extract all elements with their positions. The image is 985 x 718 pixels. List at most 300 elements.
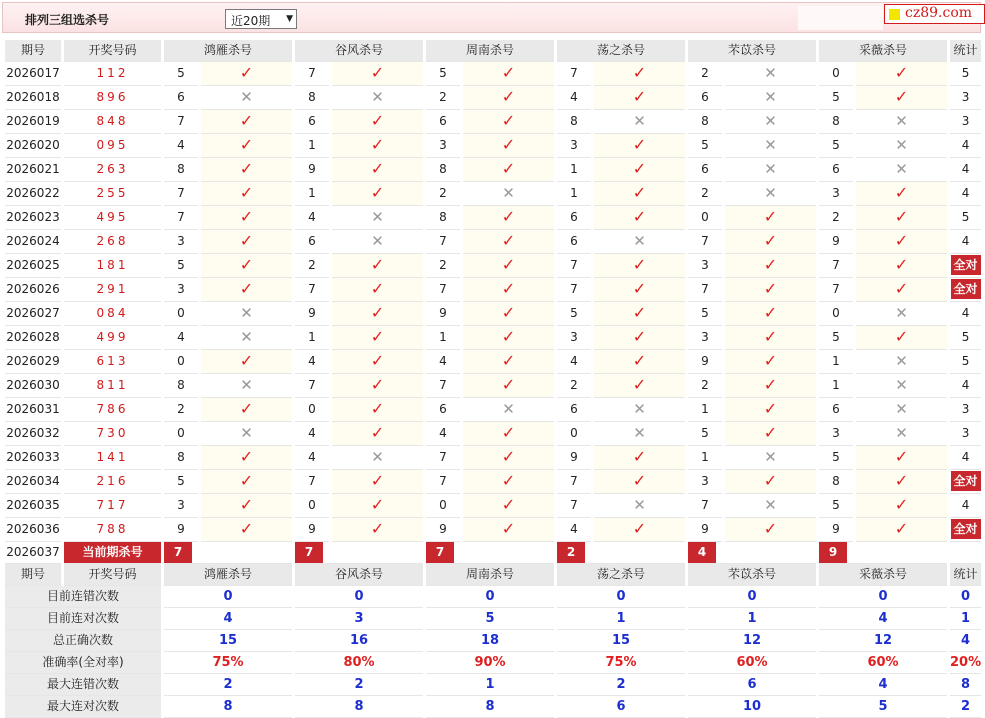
table-row bbox=[5, 254, 981, 278]
result-cell bbox=[201, 134, 292, 158]
result-cell bbox=[856, 494, 947, 518]
history-rows bbox=[5, 62, 981, 542]
table-row bbox=[5, 398, 981, 422]
summary-value: 18 bbox=[426, 630, 554, 652]
kill-number-cell: 4 bbox=[426, 422, 460, 446]
result-cell bbox=[594, 62, 685, 86]
result-cell bbox=[332, 398, 423, 422]
summary-value: 8 bbox=[164, 696, 292, 718]
result-cell bbox=[594, 206, 685, 230]
check-icon: ✓ bbox=[370, 375, 385, 394]
result-cell bbox=[463, 470, 554, 494]
check-icon: ✓ bbox=[370, 471, 385, 490]
cross-icon: ✕ bbox=[633, 495, 646, 514]
result-cell bbox=[201, 158, 292, 182]
kill-number-cell: 3 bbox=[557, 134, 591, 158]
check-icon: ✓ bbox=[370, 399, 385, 418]
issue-cell: 2026036 bbox=[5, 518, 61, 542]
summary-value: 12 bbox=[819, 630, 947, 652]
result-cell bbox=[201, 110, 292, 134]
kill-number-cell: 9 bbox=[819, 518, 853, 542]
issue-cell: 2026029 bbox=[5, 350, 61, 374]
result-cell bbox=[725, 254, 816, 278]
kill-number-cell: 7 bbox=[426, 278, 460, 302]
kill-number-cell: 7 bbox=[164, 206, 198, 230]
summary-value: 75% bbox=[164, 652, 292, 674]
cross-icon: ✕ bbox=[895, 351, 908, 370]
site-logo[interactable] bbox=[884, 4, 985, 24]
result-cell bbox=[856, 182, 947, 206]
check-icon: ✓ bbox=[763, 303, 778, 322]
kill-number-cell: 0 bbox=[295, 398, 329, 422]
stat-cell: 4 bbox=[950, 302, 981, 326]
kill-number-cell: 0 bbox=[164, 422, 198, 446]
stat-cell: 4 bbox=[950, 134, 981, 158]
kill-number-cell: 6 bbox=[819, 398, 853, 422]
summary-row bbox=[5, 630, 981, 652]
summary-value: 60% bbox=[688, 652, 816, 674]
issue-cell: 2026033 bbox=[5, 446, 61, 470]
summary-value: 0 bbox=[426, 586, 554, 608]
summary-value: 12 bbox=[688, 630, 816, 652]
summary-header-row bbox=[5, 564, 981, 586]
result-cell bbox=[332, 230, 423, 254]
check-icon: ✓ bbox=[763, 255, 778, 274]
cross-icon: ✕ bbox=[895, 135, 908, 154]
col-header-stats: 统计 bbox=[950, 564, 981, 586]
summary-value: 5 bbox=[426, 608, 554, 630]
result-cell bbox=[725, 110, 816, 134]
summary-value: 80% bbox=[295, 652, 423, 674]
table-row bbox=[5, 158, 981, 182]
summary-row bbox=[5, 652, 981, 674]
check-icon: ✓ bbox=[632, 207, 647, 226]
result-cell bbox=[463, 302, 554, 326]
check-icon: ✓ bbox=[894, 87, 909, 106]
check-icon: ✓ bbox=[501, 159, 516, 178]
check-icon: ✓ bbox=[632, 375, 647, 394]
table-header-row bbox=[5, 40, 981, 62]
current-kill-value: 7 bbox=[164, 542, 192, 563]
cross-icon: ✕ bbox=[764, 183, 777, 202]
kill-number-cell: 2 bbox=[688, 62, 722, 86]
summary-stat: 4 bbox=[950, 630, 981, 652]
summary-value: 2 bbox=[557, 674, 685, 696]
check-icon: ✓ bbox=[239, 63, 254, 82]
summary-label: 总正确次数 bbox=[5, 630, 161, 652]
draw-number-cell: 112 bbox=[64, 62, 161, 86]
table-row bbox=[5, 62, 981, 86]
kill-number-cell: 0 bbox=[819, 62, 853, 86]
current-kill-cell bbox=[688, 542, 816, 564]
result-cell bbox=[594, 182, 685, 206]
kill-number-cell: 9 bbox=[557, 446, 591, 470]
summary-value: 75% bbox=[557, 652, 685, 674]
kill-number-cell: 5 bbox=[164, 62, 198, 86]
result-cell bbox=[463, 446, 554, 470]
draw-number-cell: 730 bbox=[64, 422, 161, 446]
stat-cell bbox=[950, 470, 981, 494]
table-row bbox=[5, 230, 981, 254]
result-cell bbox=[201, 302, 292, 326]
kill-number-cell: 7 bbox=[295, 374, 329, 398]
result-cell bbox=[594, 86, 685, 110]
cross-icon: ✕ bbox=[764, 495, 777, 514]
current-kill-value: 9 bbox=[819, 542, 847, 563]
summary-label: 准确率(全对率) bbox=[5, 652, 161, 674]
check-icon: ✓ bbox=[370, 183, 385, 202]
current-kill-value: 7 bbox=[295, 542, 323, 563]
issue-cell: 2026019 bbox=[5, 110, 61, 134]
draw-number-cell: 095 bbox=[64, 134, 161, 158]
period-select[interactable] bbox=[225, 9, 297, 29]
kill-number-cell: 6 bbox=[426, 110, 460, 134]
check-icon: ✓ bbox=[501, 519, 516, 538]
kill-number-cell: 0 bbox=[426, 494, 460, 518]
result-cell bbox=[594, 230, 685, 254]
check-icon: ✓ bbox=[894, 519, 909, 538]
result-cell bbox=[332, 62, 423, 86]
cross-icon: ✕ bbox=[764, 447, 777, 466]
check-icon: ✓ bbox=[370, 303, 385, 322]
result-cell bbox=[725, 326, 816, 350]
cross-icon: ✕ bbox=[764, 87, 777, 106]
check-icon: ✓ bbox=[632, 471, 647, 490]
check-icon: ✓ bbox=[239, 135, 254, 154]
draw-number-cell: 613 bbox=[64, 350, 161, 374]
cross-icon: ✕ bbox=[895, 423, 908, 442]
kill-number-cell: 5 bbox=[819, 86, 853, 110]
result-cell bbox=[725, 134, 816, 158]
kill-number-cell: 7 bbox=[557, 278, 591, 302]
cross-icon: ✕ bbox=[371, 231, 384, 250]
kill-number-cell: 7 bbox=[557, 62, 591, 86]
result-cell bbox=[856, 326, 947, 350]
table-row bbox=[5, 86, 981, 110]
kill-number-cell: 9 bbox=[295, 302, 329, 326]
result-cell bbox=[332, 422, 423, 446]
current-kill-cell bbox=[819, 542, 947, 564]
result-cell bbox=[725, 182, 816, 206]
check-icon: ✓ bbox=[894, 183, 909, 202]
result-cell bbox=[725, 470, 816, 494]
summary-value: 5 bbox=[819, 696, 947, 718]
kill-number-cell: 1 bbox=[557, 158, 591, 182]
result-cell bbox=[201, 494, 292, 518]
result-cell bbox=[856, 230, 947, 254]
kill-number-cell: 6 bbox=[557, 230, 591, 254]
table-row bbox=[5, 326, 981, 350]
draw-number-cell: 717 bbox=[64, 494, 161, 518]
result-cell bbox=[201, 86, 292, 110]
check-icon: ✓ bbox=[370, 423, 385, 442]
page-title: 排列三组选杀号 bbox=[25, 13, 110, 27]
summary-value: 3 bbox=[295, 608, 423, 630]
cross-icon: ✕ bbox=[633, 111, 646, 130]
all-correct-badge: 全对 bbox=[951, 519, 981, 539]
cross-icon: ✕ bbox=[895, 375, 908, 394]
summary-label: 目前连错次数 bbox=[5, 586, 161, 608]
chevron-down-icon: ▼ bbox=[286, 14, 293, 24]
result-cell bbox=[725, 230, 816, 254]
kill-number-cell: 8 bbox=[688, 110, 722, 134]
result-cell bbox=[725, 62, 816, 86]
table-row bbox=[5, 206, 981, 230]
summary-value: 15 bbox=[557, 630, 685, 652]
issue-cell: 2026025 bbox=[5, 254, 61, 278]
result-cell bbox=[594, 134, 685, 158]
kill-number-cell: 4 bbox=[164, 134, 198, 158]
draw-number-cell: 811 bbox=[64, 374, 161, 398]
check-icon: ✓ bbox=[501, 447, 516, 466]
kill-number-cell: 2 bbox=[426, 182, 460, 206]
kill-number-cell: 1 bbox=[688, 398, 722, 422]
result-cell bbox=[856, 86, 947, 110]
result-cell bbox=[201, 254, 292, 278]
kill-number-cell: 9 bbox=[688, 350, 722, 374]
result-cell bbox=[856, 254, 947, 278]
kill-number-cell: 3 bbox=[819, 182, 853, 206]
result-cell bbox=[463, 230, 554, 254]
kill-number-cell: 7 bbox=[688, 278, 722, 302]
kill-number-cell: 6 bbox=[819, 158, 853, 182]
kill-number-cell: 5 bbox=[819, 326, 853, 350]
cross-icon: ✕ bbox=[502, 183, 515, 202]
kill-number-cell: 9 bbox=[295, 158, 329, 182]
result-cell bbox=[332, 326, 423, 350]
kill-number-cell: 2 bbox=[557, 374, 591, 398]
col-header-expert: 谷风杀号 bbox=[295, 564, 423, 586]
summary-value: 2 bbox=[164, 674, 292, 696]
stat-cell: 4 bbox=[950, 182, 981, 206]
kill-number-cell: 7 bbox=[295, 470, 329, 494]
summary-stat: 1 bbox=[950, 608, 981, 630]
check-icon: ✓ bbox=[501, 63, 516, 82]
kill-number-cell: 1 bbox=[426, 326, 460, 350]
summary-rows bbox=[5, 586, 981, 718]
kill-number-cell: 9 bbox=[426, 518, 460, 542]
cross-icon: ✕ bbox=[240, 327, 253, 346]
check-icon: ✓ bbox=[239, 255, 254, 274]
kill-number-cell: 1 bbox=[295, 134, 329, 158]
kill-number-cell: 2 bbox=[426, 254, 460, 278]
kill-number-cell: 3 bbox=[164, 278, 198, 302]
check-icon: ✓ bbox=[632, 87, 647, 106]
result-cell bbox=[594, 470, 685, 494]
kill-number-table bbox=[2, 40, 984, 718]
kill-number-cell: 2 bbox=[688, 374, 722, 398]
stat-cell: 4 bbox=[950, 230, 981, 254]
result-cell bbox=[463, 494, 554, 518]
col-header-expert: 鸿雁杀号 bbox=[164, 40, 292, 62]
summary-stat: 0 bbox=[950, 586, 981, 608]
check-icon: ✓ bbox=[501, 375, 516, 394]
table-row bbox=[5, 446, 981, 470]
check-icon: ✓ bbox=[894, 231, 909, 250]
kill-number-cell: 7 bbox=[819, 254, 853, 278]
result-cell bbox=[725, 278, 816, 302]
kill-number-cell: 3 bbox=[164, 494, 198, 518]
period-select-value: 近20期 bbox=[231, 14, 271, 28]
issue-cell: 2026021 bbox=[5, 158, 61, 182]
current-row-group bbox=[5, 542, 981, 586]
summary-value: 2 bbox=[295, 674, 423, 696]
result-cell bbox=[725, 350, 816, 374]
kill-number-cell: 2 bbox=[688, 182, 722, 206]
kill-number-cell: 5 bbox=[688, 422, 722, 446]
result-cell bbox=[594, 494, 685, 518]
result-cell bbox=[725, 518, 816, 542]
result-cell bbox=[856, 374, 947, 398]
result-cell bbox=[594, 110, 685, 134]
result-cell bbox=[725, 158, 816, 182]
cross-icon: ✕ bbox=[764, 159, 777, 178]
kill-number-cell: 3 bbox=[819, 422, 853, 446]
kill-number-cell: 2 bbox=[819, 206, 853, 230]
result-cell bbox=[725, 398, 816, 422]
current-label: 当前期杀号 bbox=[64, 542, 161, 564]
check-icon: ✓ bbox=[763, 519, 778, 538]
kill-number-cell: 6 bbox=[426, 398, 460, 422]
check-icon: ✓ bbox=[632, 255, 647, 274]
cross-icon: ✕ bbox=[240, 375, 253, 394]
check-icon: ✓ bbox=[239, 519, 254, 538]
table-row bbox=[5, 278, 981, 302]
result-cell bbox=[201, 206, 292, 230]
kill-number-cell: 3 bbox=[164, 230, 198, 254]
check-icon: ✓ bbox=[370, 519, 385, 538]
result-cell bbox=[463, 374, 554, 398]
logo-text: cz89.com bbox=[905, 5, 973, 21]
summary-value: 1 bbox=[557, 608, 685, 630]
result-cell bbox=[856, 470, 947, 494]
summary-value: 6 bbox=[688, 674, 816, 696]
kill-number-cell: 8 bbox=[164, 158, 198, 182]
current-kill-value: 7 bbox=[426, 542, 454, 563]
check-icon: ✓ bbox=[632, 351, 647, 370]
summary-value: 1 bbox=[426, 674, 554, 696]
kill-number-cell: 9 bbox=[688, 518, 722, 542]
result-cell bbox=[201, 374, 292, 398]
kill-number-cell: 4 bbox=[557, 86, 591, 110]
check-icon: ✓ bbox=[632, 303, 647, 322]
draw-number-cell: 848 bbox=[64, 110, 161, 134]
kill-number-cell: 3 bbox=[688, 326, 722, 350]
draw-number-cell: 786 bbox=[64, 398, 161, 422]
kill-number-cell: 7 bbox=[295, 278, 329, 302]
kill-number-cell: 1 bbox=[819, 350, 853, 374]
kill-number-cell: 0 bbox=[819, 302, 853, 326]
current-issue: 2026037 bbox=[5, 542, 61, 564]
summary-value: 4 bbox=[164, 608, 292, 630]
cross-icon: ✕ bbox=[633, 231, 646, 250]
result-cell bbox=[856, 446, 947, 470]
stat-cell: 4 bbox=[950, 494, 981, 518]
draw-number-cell: 495 bbox=[64, 206, 161, 230]
issue-cell: 2026032 bbox=[5, 422, 61, 446]
table-row bbox=[5, 374, 981, 398]
result-cell bbox=[332, 374, 423, 398]
check-icon: ✓ bbox=[239, 471, 254, 490]
header-fade bbox=[798, 6, 883, 30]
check-icon: ✓ bbox=[632, 159, 647, 178]
kill-number-cell: 6 bbox=[295, 230, 329, 254]
stat-cell: 5 bbox=[950, 326, 981, 350]
col-header-issue: 期号 bbox=[5, 564, 61, 586]
check-icon: ✓ bbox=[239, 183, 254, 202]
check-icon: ✓ bbox=[894, 471, 909, 490]
result-cell bbox=[463, 278, 554, 302]
issue-cell: 2026023 bbox=[5, 206, 61, 230]
kill-number-cell: 3 bbox=[688, 470, 722, 494]
stat-cell: 3 bbox=[950, 398, 981, 422]
result-cell bbox=[594, 278, 685, 302]
cross-icon: ✕ bbox=[764, 111, 777, 130]
col-header-stats: 统计 bbox=[950, 40, 981, 62]
stat-cell: 4 bbox=[950, 158, 981, 182]
issue-cell: 2026035 bbox=[5, 494, 61, 518]
cross-icon: ✕ bbox=[240, 423, 253, 442]
col-header-expert: 谷风杀号 bbox=[295, 40, 423, 62]
table-row bbox=[5, 134, 981, 158]
summary-value: 8 bbox=[426, 696, 554, 718]
result-cell bbox=[332, 302, 423, 326]
result-cell bbox=[201, 350, 292, 374]
result-cell bbox=[332, 350, 423, 374]
kill-number-cell: 8 bbox=[819, 110, 853, 134]
kill-number-cell: 2 bbox=[164, 398, 198, 422]
col-header-issue: 期号 bbox=[5, 40, 61, 62]
kill-number-cell: 7 bbox=[426, 470, 460, 494]
check-icon: ✓ bbox=[763, 351, 778, 370]
check-icon: ✓ bbox=[370, 111, 385, 130]
result-cell bbox=[332, 110, 423, 134]
check-icon: ✓ bbox=[501, 351, 516, 370]
cross-icon: ✕ bbox=[240, 87, 253, 106]
cross-icon: ✕ bbox=[240, 303, 253, 322]
kill-number-cell: 5 bbox=[819, 494, 853, 518]
table-row bbox=[5, 350, 981, 374]
result-cell bbox=[594, 398, 685, 422]
result-cell bbox=[594, 518, 685, 542]
result-cell bbox=[201, 230, 292, 254]
col-header-expert: 采薇杀号 bbox=[819, 40, 947, 62]
kill-number-cell: 5 bbox=[688, 302, 722, 326]
result-cell bbox=[594, 326, 685, 350]
kill-number-cell: 0 bbox=[164, 302, 198, 326]
current-kill-cell bbox=[295, 542, 423, 564]
summary-value: 10 bbox=[688, 696, 816, 718]
result-cell bbox=[594, 302, 685, 326]
kill-number-cell: 0 bbox=[164, 350, 198, 374]
result-cell bbox=[856, 518, 947, 542]
summary-value: 0 bbox=[557, 586, 685, 608]
stat-cell: 5 bbox=[950, 350, 981, 374]
current-kill-cell bbox=[426, 542, 554, 564]
check-icon: ✓ bbox=[370, 279, 385, 298]
result-cell bbox=[332, 470, 423, 494]
result-cell bbox=[201, 182, 292, 206]
result-cell bbox=[463, 62, 554, 86]
result-cell bbox=[463, 206, 554, 230]
stat-cell bbox=[950, 278, 981, 302]
kill-number-cell: 1 bbox=[688, 446, 722, 470]
result-cell bbox=[463, 398, 554, 422]
table-row bbox=[5, 302, 981, 326]
summary-value: 90% bbox=[426, 652, 554, 674]
result-cell bbox=[463, 134, 554, 158]
col-header-expert: 荡之杀号 bbox=[557, 40, 685, 62]
